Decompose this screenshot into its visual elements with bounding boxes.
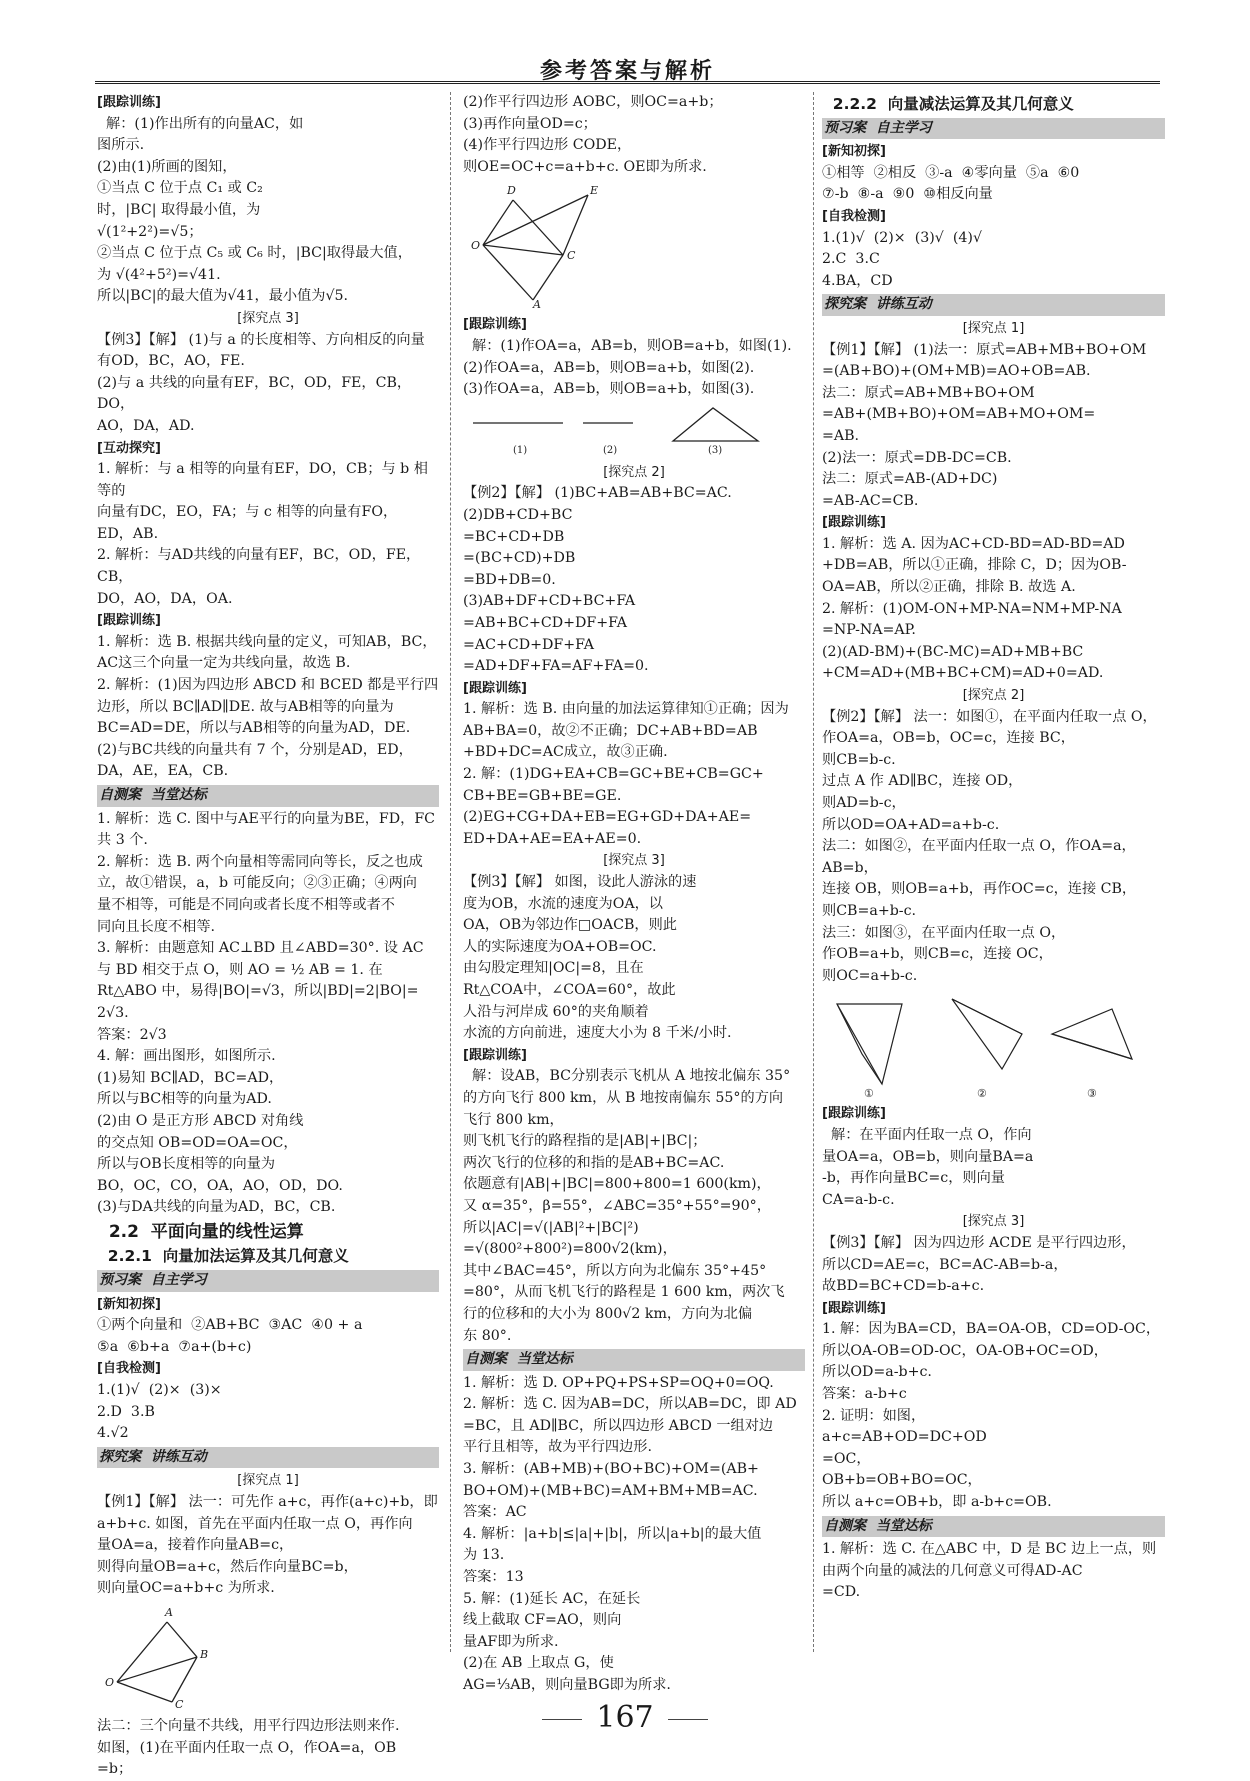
subsection-tag: [跟踪训练] [97, 613, 161, 629]
text-line: ED+DA+AE=EA+AE=0. [463, 830, 642, 847]
text-line: 4.BA，CD [822, 272, 893, 289]
text-line: 东 80°. [463, 1327, 512, 1344]
svg-text:①: ① [864, 1087, 874, 1100]
text-line: 所以 a+c=OB+b，即 a-b+c=OB. [822, 1494, 1052, 1511]
section-band: 自测案 当堂达标 [463, 1349, 805, 1371]
text-line: =AB+(MB+BO)+OM=AB+MO+OM= [822, 406, 1096, 423]
text-line: 答案：AC [463, 1504, 527, 1521]
text-line: 依题意有|AB|+|BC|=800+800=1 600(km)， [463, 1176, 771, 1193]
text-line: 两次飞行的位移的和指的是AB+BC=AC. [463, 1154, 725, 1171]
text-line: (2)DB+CD+BC [463, 506, 573, 523]
text-line: 则向量OC=a+b+c 为所求. [97, 1580, 275, 1597]
text-line: BO+OM)+(MB+BC)=AM+BM+MB=AC. [463, 1482, 758, 1499]
footer-dash [542, 1719, 582, 1720]
text-line: 则CB=b-c. [822, 751, 896, 768]
text-line: +BD+DC=AC成立，故③正确. [463, 744, 668, 761]
text-line: =(BC+CD)+DB [463, 550, 576, 567]
svg-text:A: A [165, 1605, 173, 1619]
text-line: 连接 OB，则OB=a+b，再作OC=c，连接 CB， [822, 881, 1137, 898]
text-line: 1. 解：因为BA=CD，BA=OA-OB，CD=OD-OC， [822, 1321, 1161, 1338]
text-line: CA=a-b-c. [822, 1191, 895, 1208]
text-line: (2)EG+CG+DA+EB=EG+GD+DA+AE= [463, 809, 752, 826]
subsection-tag: [新知初探] [822, 144, 886, 160]
text-line: 度为OB，水流的速度为OA，以 [463, 895, 663, 912]
text-line: 1. 解析：选 D. OP+PQ+PS+SP=OQ+0=OQ. [463, 1374, 774, 1391]
text-line: 人的实际速度为OA+OB=OC. [463, 938, 657, 955]
text-line: 1.(1)√ (2)× (3)× [97, 1382, 222, 1399]
svg-text:O: O [105, 1675, 115, 1689]
text-line: 【例3】【解】 因为四边形 ACDE 是平行四边形， [822, 1234, 1136, 1251]
text-line: 答案：a-b+c [822, 1386, 907, 1403]
text-line: =CD. [822, 1584, 861, 1601]
text-line: 作OB=a+b，则CB=c，连接 OC， [822, 946, 1053, 963]
text-line: 故BD=BC+CD=b-a+c. [822, 1278, 985, 1295]
text-line: (3)AB+DF+CD+BC+FA [463, 593, 636, 610]
text-line: 解：在平面内任取一点 O，作向 [822, 1126, 1032, 1143]
text-line: 作OA=a，OB=b，OC=c，连接 BC， [822, 730, 1075, 747]
text-line: 则得向量OB=a+c，然后作向量BC=b， [97, 1558, 358, 1575]
text-line: DO，AO，DA，OA. [97, 590, 233, 607]
explore-heading: [探究点 3] [237, 310, 299, 326]
text-line: 飞行 800 km， [463, 1111, 564, 1128]
text-line: 为 13. [463, 1547, 505, 1564]
subsection-tag: [自我检测] [822, 208, 886, 224]
svg-text:E: E [590, 184, 599, 198]
text-line: BC=AD=DE，所以与AB相等的向量为AD，DE. [97, 720, 411, 737]
text-line: 量不相等，可能是不同向或者长度不相等或者不 [97, 896, 395, 913]
text-line: 解：(1)作OA=a，AB=b，则OB=a+b，如图(1). [463, 337, 792, 354]
text-line: CB+BE=GB+BE=GE. [463, 787, 622, 804]
text-line: 【例2】【解】 (1)BC+AB=AB+BC=AC. [463, 485, 732, 502]
text-line: 解：(1)作出所有的向量AC，如 [97, 115, 304, 132]
text-line: 则AD=b-c， [822, 795, 906, 811]
svg-text:A: A [533, 298, 541, 311]
text-line: AB=b， [822, 859, 878, 876]
text-line: 水流的方向前进，速度大小为 8 千米/小时. [463, 1025, 732, 1042]
text-line: OB+b=OB+BO=OC， [822, 1472, 982, 1489]
text-line: 1. 解析：选 C. 图中与AE平行的向量为BE，FD，FC [97, 810, 436, 827]
text-line: 答案：13 [463, 1569, 524, 1586]
text-line: (2)与BC共线的向量共有 7 个，分别是AD，ED， [97, 741, 413, 758]
text-line: (2)作OA=a，AB=b，则OB=a+b，如图(2). [463, 359, 755, 376]
section-heading: 2.2.2 向量减法运算及其几何意义 [822, 95, 1074, 113]
section-heading: 2.2.1 向量加法运算及其几何意义 [97, 1247, 349, 1266]
explore-heading: [探究点 3] [962, 1214, 1025, 1230]
text-line: OA=AB，所以②正确，排除 B. 故选 A. [822, 579, 1076, 596]
text-line: 2. 解析：(1)OM-ON+MP-NA=NM+MP-NA [822, 600, 1122, 617]
column-right [822, 92, 1165, 1604]
text-line: 2. 解析：与AD共线的向量有EF，BC，OD，FE，CB， [97, 547, 421, 586]
text-line: ①相等 ②相反 ③-a ④零向量 ⑤a ⑥0 [822, 164, 1080, 181]
text-line: =BC+CD+DB [463, 528, 565, 545]
text-line: =√(800²+800²)=800√2(km)， [463, 1241, 677, 1258]
text-line: 人沿与河岸成 60°的夹角顺着 [463, 1003, 649, 1020]
svg-text:②: ② [977, 1087, 987, 1100]
text-line: 所以与BC相等的向量为AD. [97, 1091, 272, 1108]
text-line: 所以|BC|的最大值为√41，最小值为√5. [97, 288, 349, 305]
text-line: 4. 解析：|a+b|≤|a|+|b|，所以|a+b|的最大值 [463, 1525, 762, 1542]
text-line: AB+BA=0，故②不正确；DC+AB+BD=AB [463, 722, 758, 739]
text-line: 1. 解析：选 C. 在△ABC 中，D 是 BC 边上一点，则 [822, 1541, 1157, 1558]
section-band: 自测案 当堂达标 [822, 1516, 1165, 1538]
text-line: -b，再作向量BC=c，则向量 [822, 1170, 1005, 1187]
svg-text:(3): (3) [708, 444, 723, 456]
text-line: 立，故①错误，a，b 可能反向；②③正确；④两向 [97, 875, 417, 892]
text-line: 1.(1)√ (2)× (3)√ (4)√ [822, 229, 982, 246]
text-line: 如图，(1)在平面内任取一点 O，作OA=a，OB [97, 1739, 397, 1756]
text-line: (3)再作向量OD=c； [463, 115, 597, 132]
text-line: 解：设AB，BC分别表示飞机从 A 地按北偏东 35° [463, 1068, 791, 1085]
text-line: 【例1】【解】 法一：可先作 a+c，再作(a+c)+b，即 [97, 1494, 438, 1510]
text-line: 过点 A 作 AD∥BC，连接 OD， [822, 773, 1023, 790]
text-line: 其中∠BAC=45°，所以方向为北偏东 35°+45° [463, 1262, 767, 1279]
text-line: 2√3. [97, 1004, 129, 1021]
text-line: 所以|AC|=√(|AB|²+|BC|²) [463, 1219, 639, 1236]
text-line: =AB+BC+CD+DF+FA [463, 614, 627, 631]
text-line: 1. 解析：选 A. 因为AC+CD-BD=AD-BD=AD [822, 535, 1125, 552]
text-line: =(AB+BO)+(OM+MB)=AO+OB=AB. [822, 363, 1091, 380]
text-line: ED，AB. [97, 525, 159, 542]
text-line: 法二：如图②，在平面内任取一点 O，作OA=a， [822, 838, 1136, 855]
svg-text:(2): (2) [603, 444, 618, 456]
text-line: 线上截取 CF=AO，则向 [463, 1612, 622, 1629]
text-line: 又 α=35°，β=55°，∠ABC=35°+55°=90°， [463, 1197, 771, 1214]
text-line: a+c=AB+OD=DC+OD [822, 1429, 987, 1446]
text-line: a+b+c. 如图，首先在平面内任取一点 O，再作向 [97, 1515, 413, 1532]
text-line: ⑤a ⑥b+a ⑦a+(b+c) [97, 1338, 252, 1355]
subsection-tag: [跟踪训练] [463, 1047, 527, 1063]
text-line: =BD+DB=0. [463, 571, 556, 588]
text-line: 向量有DC，EO，FA；与 c 相等的向量有FO， [97, 504, 398, 521]
svg-text:O: O [471, 239, 481, 253]
text-line: OA，OB为邻边作□OACB，则此 [463, 917, 677, 934]
subsection-tag: [跟踪训练] [463, 680, 527, 696]
text-line: (2)由(1)所画的图知， [97, 158, 237, 175]
explore-heading: [探究点 1] [237, 1473, 299, 1489]
page-header [95, 52, 1160, 84]
text-line: 法三：如图③，在平面内任取一点 O， [822, 924, 1066, 941]
text-line: 所以CD=AE=c，BC=AC-AB=b-a， [822, 1256, 1068, 1273]
text-line: 同向且长度不相等. [97, 918, 216, 935]
svg-text:C: C [175, 1697, 184, 1711]
text-line: 答案：2√3 [97, 1026, 167, 1043]
fig-parallelogram [463, 180, 805, 310]
subsection-tag: [新知初探] [97, 1296, 161, 1312]
column-divider [813, 92, 814, 1652]
text-line: =AB. [822, 427, 860, 444]
svg-text:D: D [507, 184, 516, 198]
text-line: (2)法一：原式=DB-DC=CB. [822, 449, 1012, 466]
page-number-footer [0, 1697, 1250, 1735]
text-line: 所以OD=a-b+c. [822, 1364, 932, 1381]
text-line: Rt△ABO 中，易得|BO|=√3，所以|BD|=2|BO|= [97, 983, 419, 1000]
text-line: ②当点 C 位于点 C₅ 或 C₆ 时，|BC|取得最大值， [97, 245, 412, 262]
text-line: AG=⅓AB，则向量BG即为所求. [463, 1677, 671, 1693]
subsection-tag: [跟踪训练] [822, 1106, 886, 1122]
text-line: 量OA=a，接着作向量AB=c， [97, 1537, 294, 1554]
fig-three [463, 403, 805, 458]
text-line: 2. 解析：选 C. 因为AB=DC，所以AB=DC，即 AD [463, 1396, 797, 1413]
text-line: AC这三个向量一定为共线向量，故选 B. [97, 655, 351, 672]
text-line: ①当点 C 位于点 C₁ 或 C₂ [97, 180, 263, 197]
text-line: 2.C 3.C [822, 251, 880, 268]
text-line: 由两个向量的减法的几何意义可得AD-AC [822, 1562, 1083, 1579]
subsection-tag: [跟踪训练] [463, 317, 527, 333]
header-rule [95, 81, 1160, 84]
text-line: 3. 解析：(AB+MB)+(BO+BC)+OM=(AB+ [463, 1461, 759, 1478]
text-line: 4.√2 [97, 1425, 129, 1442]
subsection-tag: [跟踪训练] [97, 95, 161, 110]
text-line: 法二：原式=AB+MB+BO+OM [822, 384, 1035, 401]
text-line: (3)与DA共线的向量为AD，BC，CB. [97, 1199, 336, 1216]
text-line: 2. 证明：如图， [822, 1407, 926, 1424]
text-line: =NP-NA=AP. [822, 622, 916, 639]
text-line: 法二：原式=AB-(AD+DC) [822, 471, 998, 488]
text-line: √(1²+2²)=√5； [97, 223, 203, 240]
section-band: 自测案 当堂达标 [97, 785, 439, 807]
text-line: 所以OD=OA+AD=a+b-c. [822, 816, 1000, 833]
text-line: 2.D 3.B [97, 1403, 155, 1420]
text-line: 5. 解：(1)延长 AC，在延长 [463, 1590, 641, 1607]
text-line: 与 BD 相交于点 O，则 AO = ½ AB = 1. 在 [97, 961, 383, 978]
text-line: (2)与 a 共线的向量有EF，BC，OD，FE，CB，DO， [97, 374, 412, 413]
text-line: 所以OA-OB=OD-OC，OA-OB+OC=OD， [822, 1342, 1108, 1359]
text-line: 2. 解：(1)DG+EA+CB=GC+BE+CB=GC+ [463, 766, 764, 783]
text-line: 量OA=a，OB=b，则向量BA=a [822, 1148, 1034, 1165]
text-line: 所以与OB长度相等的向量为 [97, 1156, 276, 1173]
text-line: 的方向飞行 800 km，从 B 地按南偏东 55°的方向 [463, 1089, 784, 1106]
text-line: 平行且相等，故为平行四边形. [463, 1439, 652, 1456]
text-line: 为 √(4²+5²)=√41. [97, 266, 221, 283]
text-line: (2)在 AB 上取点 G，使 [463, 1655, 614, 1672]
text-line: Rt△COA中，∠COA=60°，故此 [463, 982, 676, 998]
text-line: AO，DA，AD. [97, 417, 195, 434]
footer-dash [668, 1719, 708, 1720]
fig-addition [97, 1602, 439, 1712]
svg-text:B: B [200, 1647, 209, 1661]
column-middle [463, 92, 805, 1697]
text-line: 行的位移和的大小为 800√2 km，方向为北偏 [463, 1305, 753, 1322]
text-line: (1)易知 BC∥AD，BC=AD， [97, 1069, 284, 1086]
text-line: 则飞机飞行的路程指的是|AB|+|BC|； [463, 1133, 707, 1150]
subsection-tag: [自我检测] [97, 1361, 161, 1377]
text-line: 则OE=OC+c=a+b+c. OE即为所求. [463, 158, 707, 175]
column-left [97, 92, 439, 1781]
text-line: 【例1】【解】 (1)法一：原式=AB+MB+BO+OM [822, 341, 1147, 358]
text-line: 时，|BC| 取得最小值，为 [97, 201, 261, 218]
section-band: 预习案 自主学习 [822, 118, 1165, 140]
text-line: (2)作平行四边形 AOBC，则OC=a+b； [463, 94, 723, 110]
explore-heading: [探究点 1] [962, 320, 1025, 336]
text-line: 【例3】【解】 如图，设此人游泳的速 [463, 874, 697, 891]
subsection-tag: [跟踪训练] [822, 1300, 886, 1316]
text-line: ⑦-b ⑧-a ⑨0 ⑩相反向量 [822, 186, 993, 203]
subsection-tag: [互动探究] [97, 440, 161, 456]
subsection-tag: [跟踪训练] [822, 515, 886, 531]
explore-heading: [探究点 3] [603, 853, 665, 869]
text-line: =AC+CD+DF+FA [463, 636, 594, 653]
section-band: 预习案 自主学习 [97, 1270, 439, 1292]
explore-heading: [探究点 2] [603, 464, 665, 480]
page-header-title: 参考答案与解析 [539, 59, 715, 84]
section-band: 探究案 讲练互动 [822, 294, 1165, 316]
text-line: =b； [97, 1761, 133, 1778]
text-line: 则OC=a+b-c. [822, 967, 918, 984]
text-line: 共 3 个. [97, 832, 148, 849]
text-line: (4)作平行四边形 CODE， [463, 137, 632, 154]
text-line: 2. 解析：(1)因为四边形 ABCD 和 BCED 都是平行四 [97, 677, 439, 694]
text-line: 1. 解析：与 a 相等的向量有EF，DO，CB；与 b 相等的 [97, 461, 428, 499]
text-line: 边形，所以 BC∥AD∥DE. 故与AB相等的向量为 [97, 698, 394, 715]
chapter-heading: 2.2 平面向量的线性运算 [97, 1221, 304, 1242]
text-line: 【例2】【解】 法一：如图①，在平面内任取一点 O， [822, 708, 1157, 725]
text-line: 有OD，BC，AO，FE. [97, 353, 245, 370]
svg-text:③: ③ [1087, 1087, 1097, 1100]
fig-sub3 [822, 989, 1165, 1099]
text-line: DA，AE，EA，CB. [97, 763, 229, 780]
text-line: (2)由 O 是正方形 ABCD 对角线 [97, 1112, 304, 1129]
text-line: 法二：三个向量不共线，用平行四边形法则来作. [97, 1717, 400, 1734]
text-line: 图所示. [97, 137, 145, 154]
page-number: 167 [596, 1700, 654, 1735]
text-line: 由勾股定理知|OC|=8，且在 [463, 960, 644, 977]
svg-text:C: C [567, 249, 576, 263]
section-band: 探究案 讲练互动 [97, 1447, 439, 1469]
text-line: (2)(AD-BM)+(BC-MC)=AD+MB+BC [822, 643, 1084, 660]
text-line: +CM=AD+(MB+BC+CM)=AD+0=AD. [822, 665, 1104, 682]
text-line: 2. 解析：选 B. 两个向量相等需同向等长，反之也成 [97, 853, 423, 870]
text-line: 1. 解析：选 B. 由向量的加法运算律知①正确；因为 [463, 701, 789, 718]
text-line: =AB-AC=CB. [822, 492, 919, 509]
text-line: =80°，从而飞机飞行的路程是 1 600 km，两次飞 [463, 1284, 785, 1301]
text-line: =OC， [822, 1450, 871, 1467]
text-line: =AD+DF+FA=AF+FA=0. [463, 658, 649, 675]
text-line: BO，OC，CO，OA，AO，OD，DO. [97, 1177, 343, 1194]
text-line: 则CB=a+b-c. [822, 902, 917, 919]
text-line: 【例3】【解】 (1)与 a 的长度相等、方向相反的向量 [97, 331, 425, 348]
text-line: 4. 解：画出图形，如图所示. [97, 1048, 276, 1065]
text-line: +DB=AB，所以①正确，排除 C，D；因为OB- [822, 557, 1127, 574]
text-line: (3)作OA=a，AB=b，则OB=a+b，如图(3). [463, 381, 755, 398]
svg-text:(1): (1) [513, 444, 528, 456]
text-line: 的交点知 OB=OD=OA=OC， [97, 1134, 298, 1151]
text-line: 量AF即为所求. [463, 1633, 559, 1650]
explore-heading: [探究点 2] [962, 688, 1025, 704]
text-line: ①两个向量和 ②AB+BC ③AC ④0 + a [97, 1317, 363, 1334]
text-line: 3. 解析：由题意知 AC⊥BD 且∠ABD=30°. 设 AC [97, 940, 424, 957]
text-line: =BC，且 AD∥BC，所以四边形 ABCD 一组对边 [463, 1417, 774, 1434]
column-divider [450, 92, 451, 1652]
text-line: 1. 解析：选 B. 根据共线向量的定义，可知AB，BC， [97, 633, 437, 650]
